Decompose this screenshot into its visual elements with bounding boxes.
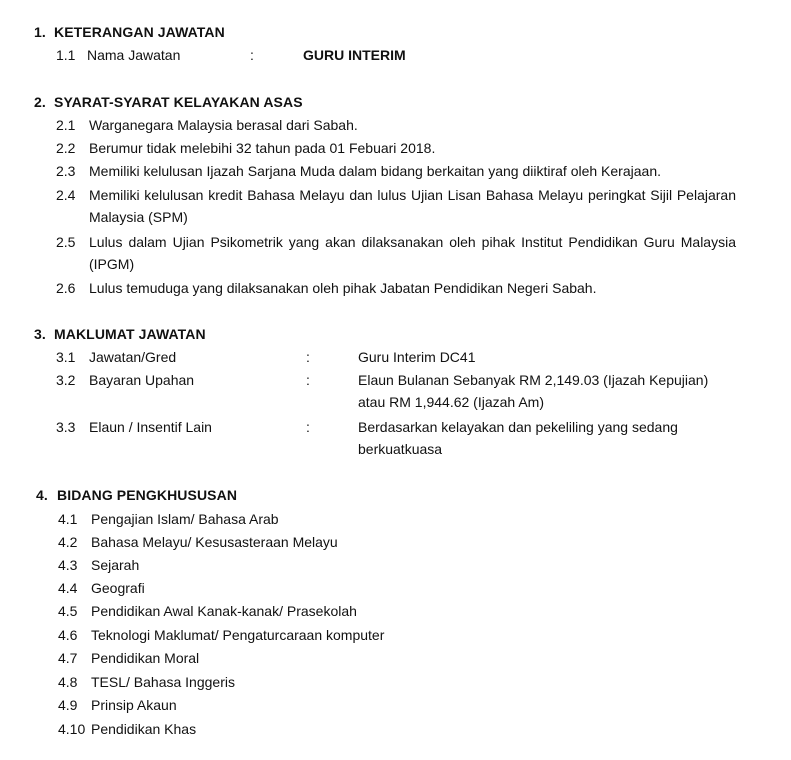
item-value: Berdasarkan kelayakan dan pekeliling yang sedang berkuatkuasa <box>358 419 678 457</box>
item-label: Nama Jawatan <box>87 47 181 63</box>
item-number: 4.2 <box>58 534 78 550</box>
item-text: TESL/ Bahasa Inggeris <box>91 674 235 690</box>
detail-row <box>56 369 736 415</box>
item-label: Elaun / Insentif Lain <box>89 419 212 435</box>
item-text: Pengajian Islam/ Bahasa Arab <box>91 511 279 527</box>
item-text: Lulus dalam Ujian Psikometrik yang akan dilaksanakan oleh pihak Institut Pendidikan Guru Malaysia (IPGM) <box>89 234 736 272</box>
item-label: Jawatan/Gred <box>89 349 177 365</box>
section-title: KETERANGAN JAWATAN <box>54 24 225 40</box>
item-text: Bahasa Melayu/ Kesusasteraan Melayu <box>91 534 338 550</box>
section-title: SYARAT-SYARAT KELAYAKAN ASAS <box>54 94 303 110</box>
item-number: 3.3 <box>56 419 76 435</box>
item-number: 2.4 <box>56 187 76 203</box>
item-colon: : <box>306 349 310 365</box>
section-title: BIDANG PENGKHUSUSAN <box>57 487 238 503</box>
section-number: 1. <box>34 24 46 40</box>
item-text: Pendidikan Moral <box>91 650 200 666</box>
item-text: Teknologi Maklumat/ Pengaturcaraan komputer <box>91 627 385 643</box>
item-number: 4.10 <box>58 721 86 737</box>
item-number: 4.6 <box>58 627 78 643</box>
section-number: 3. <box>34 326 46 342</box>
item-text: Berumur tidak melebihi 32 tahun pada 01 Febuari 2018. <box>89 140 436 156</box>
item-text: Memiliki kelulusan Ijazah Sarjana Muda dalam bidang berkaitan yang diiktiraf oleh Kerajaan. <box>89 163 661 179</box>
item-text: Pendidikan Awal Kanak-kanak/ Prasekolah <box>91 603 357 619</box>
item-text: Warganegara Malaysia berasal dari Sabah. <box>89 117 358 133</box>
list-item <box>56 184 736 230</box>
item-number: 2.3 <box>56 163 76 179</box>
item-number: 4.9 <box>58 697 78 713</box>
list-item <box>56 231 736 277</box>
item-number: 4.1 <box>58 511 78 527</box>
item-value: GURU INTERIM <box>303 47 406 63</box>
item-text: Geografi <box>91 580 145 596</box>
item-colon: : <box>306 419 310 435</box>
item-label: Bayaran Upahan <box>89 372 195 388</box>
item-number: 1.1 <box>56 47 76 63</box>
item-number: 2.2 <box>56 140 76 156</box>
item-text: Sejarah <box>91 557 140 573</box>
item-number: 2.6 <box>56 280 76 296</box>
section-number: 4. <box>36 487 48 503</box>
item-number: 2.1 <box>56 117 76 133</box>
item-number: 4.7 <box>58 650 78 666</box>
item-colon: : <box>250 47 254 63</box>
detail-row <box>56 346 736 368</box>
item-text: Prinsip Akaun <box>91 697 177 713</box>
item-number: 4.4 <box>58 580 78 596</box>
section-number: 2. <box>34 94 46 110</box>
item-text: Memiliki kelulusan kredit Bahasa Melayu dan lulus Ujian Lisan Bahasa Melayu peringkat Sijil Pelajaran Malaysia (SPM) <box>89 187 736 225</box>
item-number: 3.1 <box>56 349 76 365</box>
item-number: 4.5 <box>58 603 78 619</box>
item-value: Guru Interim DC41 <box>358 349 476 365</box>
item-colon: : <box>306 372 310 388</box>
section-title: MAKLUMAT JAWATAN <box>54 326 206 342</box>
item-value: Elaun Bulanan Sebanyak RM 2,149.03 (Ijazah Kepujian) atau RM 1,944.62 (Ijazah Am) <box>358 372 709 410</box>
item-number: 4.3 <box>58 557 78 573</box>
item-text: Lulus temuduga yang dilaksanakan oleh pihak Jabatan Pendidikan Negeri Sabah. <box>89 280 597 296</box>
item-number: 4.8 <box>58 674 78 690</box>
detail-row <box>56 416 736 462</box>
item-text: Pendidikan Khas <box>91 721 197 737</box>
item-number: 3.2 <box>56 372 76 388</box>
item-number: 2.5 <box>56 234 76 250</box>
